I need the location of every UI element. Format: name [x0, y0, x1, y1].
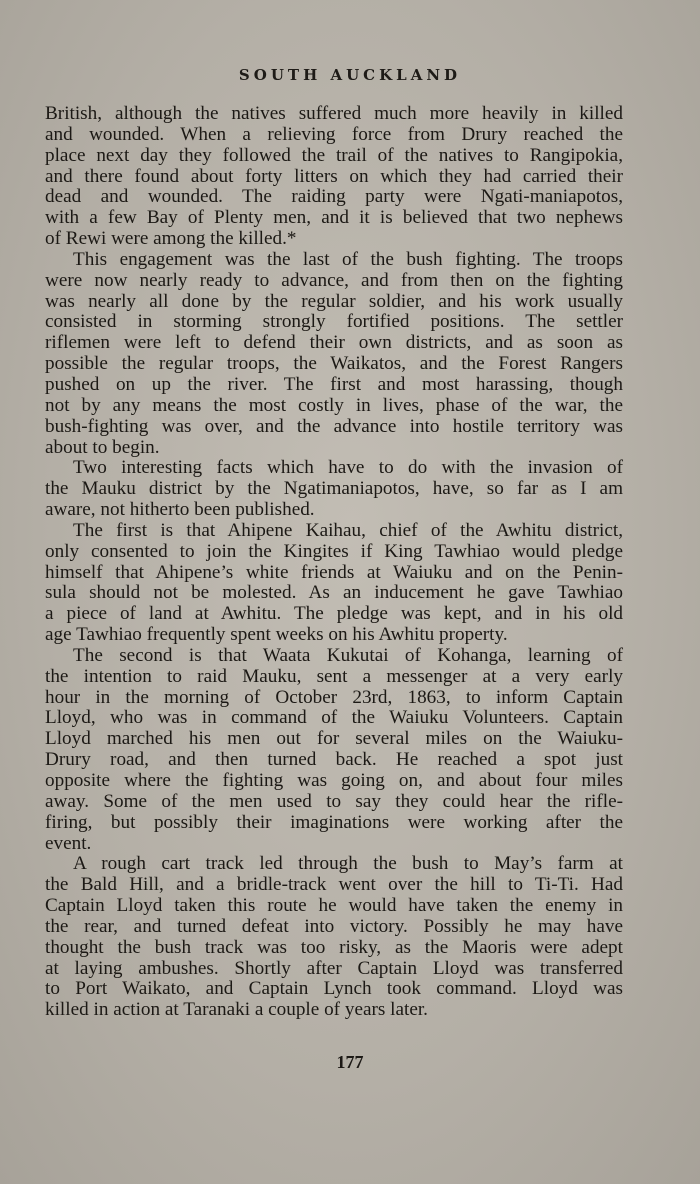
paragraph — [45, 458, 623, 521]
text-line: the Mauku district by the Ngatimaniapotos, have, so far as I am — [45, 478, 623, 500]
text-line: possible the regular troops, the Waikatos, and the Forest Rangers — [45, 353, 623, 375]
text-line: Drury road, and then turned back. He reached a spot just — [45, 749, 623, 771]
text-line: Lloyd, who was in command of the Waiuku Volunteers. Captain — [45, 707, 623, 729]
text-line: The second is that Waata Kukutai of Kohanga, learning of — [73, 644, 623, 666]
paragraph — [45, 250, 623, 458]
text-line: A rough cart track led through the bush to May’s farm at — [73, 853, 623, 875]
text-line: were now nearly ready to advance, and from then on the fighting — [45, 269, 623, 291]
paragraph — [45, 521, 623, 646]
text-line: not by any means the most costly in lives, phase of the war, the — [45, 394, 623, 416]
text-line: the rear, and turned defeat into victory. Possibly he may have — [45, 915, 623, 937]
text-line: Two interesting facts which have to do with the invasion of — [73, 457, 623, 479]
text-line: The first is that Ahipene Kaihau, chief of the Awhitu district, — [73, 519, 623, 541]
text-line: This engagement was the last of the bush fighting. The troops — [73, 248, 623, 270]
text-line: was nearly all done by the regular soldier, and his work usually — [45, 290, 623, 312]
text-line: with a few Bay of Plenty men, and it is believed that two nephews — [45, 207, 623, 229]
text-line: British, although the natives suffered much more heavily in killed — [45, 103, 623, 124]
text-line: event. — [45, 832, 92, 854]
text-line: consisted in storming strongly fortified positions. The settler — [45, 311, 623, 333]
text-line: Lloyd marched his men out for several miles on the Waiuku- — [45, 728, 623, 750]
text-line: Captain Lloyd taken this route he would have taken the enemy in — [45, 895, 623, 917]
text-line: a piece of land at Awhitu. The pledge was kept, and in his old — [45, 603, 623, 625]
text-line: of Rewi were among the killed.* — [45, 228, 297, 250]
text-line: aware, not hitherto been published. — [45, 499, 315, 521]
text-line: and wounded. When a relieving force from Drury reached the — [45, 123, 623, 145]
text-line: only consented to join the Kingites if King Tawhiao would pledge — [45, 540, 623, 562]
text-line: the intention to raid Mauku, sent a messenger at a very early — [45, 665, 623, 687]
text-line: firing, but possibly their imaginations were working after the — [45, 811, 623, 833]
text-line: and there found about forty litters on which they had carried their — [45, 165, 623, 187]
text-line: sula should not be molested. As an inducement he gave Tawhiao — [45, 582, 623, 604]
text-line: hour in the morning of October 23rd, 1863, to inform Captain — [45, 686, 623, 708]
text-line: about to begin. — [45, 436, 160, 458]
text-line: age Tawhiao frequently spent weeks on his Awhitu property. — [45, 624, 508, 646]
running-head: SOUTH AUCKLAND — [238, 66, 462, 84]
paragraph — [45, 854, 623, 1021]
text-line: himself that Ahipene’s white friends at Waiuku and on the Penin- — [45, 561, 623, 583]
text-line: bush-fighting was over, and the advance into hostile territory was — [45, 415, 623, 437]
text-line: to Port Waikato, and Captain Lynch took command. Lloyd was — [45, 978, 623, 1000]
text-line: killed in action at Taranaki a couple of years later. — [45, 999, 428, 1021]
text-line: at laying ambushes. Shortly after Captain Lloyd was transferred — [45, 957, 623, 979]
paragraph — [45, 104, 623, 250]
text-line: the Bald Hill, and a bridle-track went over the hill to Ti-Ti. Had — [45, 874, 623, 896]
text-line: opposite where the fighting was going on, and about four miles — [45, 770, 623, 791]
paragraph — [45, 646, 623, 854]
page-number: 177 — [336, 1052, 364, 1072]
text-line: place next day they followed the trail of the natives to Rangipokia, — [45, 144, 623, 166]
text-line: thought the bush track was too risky, as the Maoris were adept — [45, 936, 623, 958]
text-line: pushed on up the river. The first and most harassing, though — [45, 373, 623, 395]
text-line: away. Some of the men used to say they could hear the rifle- — [45, 790, 623, 812]
text-line: riflemen were left to defend their own districts, and as soon as — [45, 332, 623, 354]
body-text — [45, 104, 623, 1021]
text-line: dead and wounded. The raiding party were Ngati-maniapotos, — [45, 186, 623, 208]
